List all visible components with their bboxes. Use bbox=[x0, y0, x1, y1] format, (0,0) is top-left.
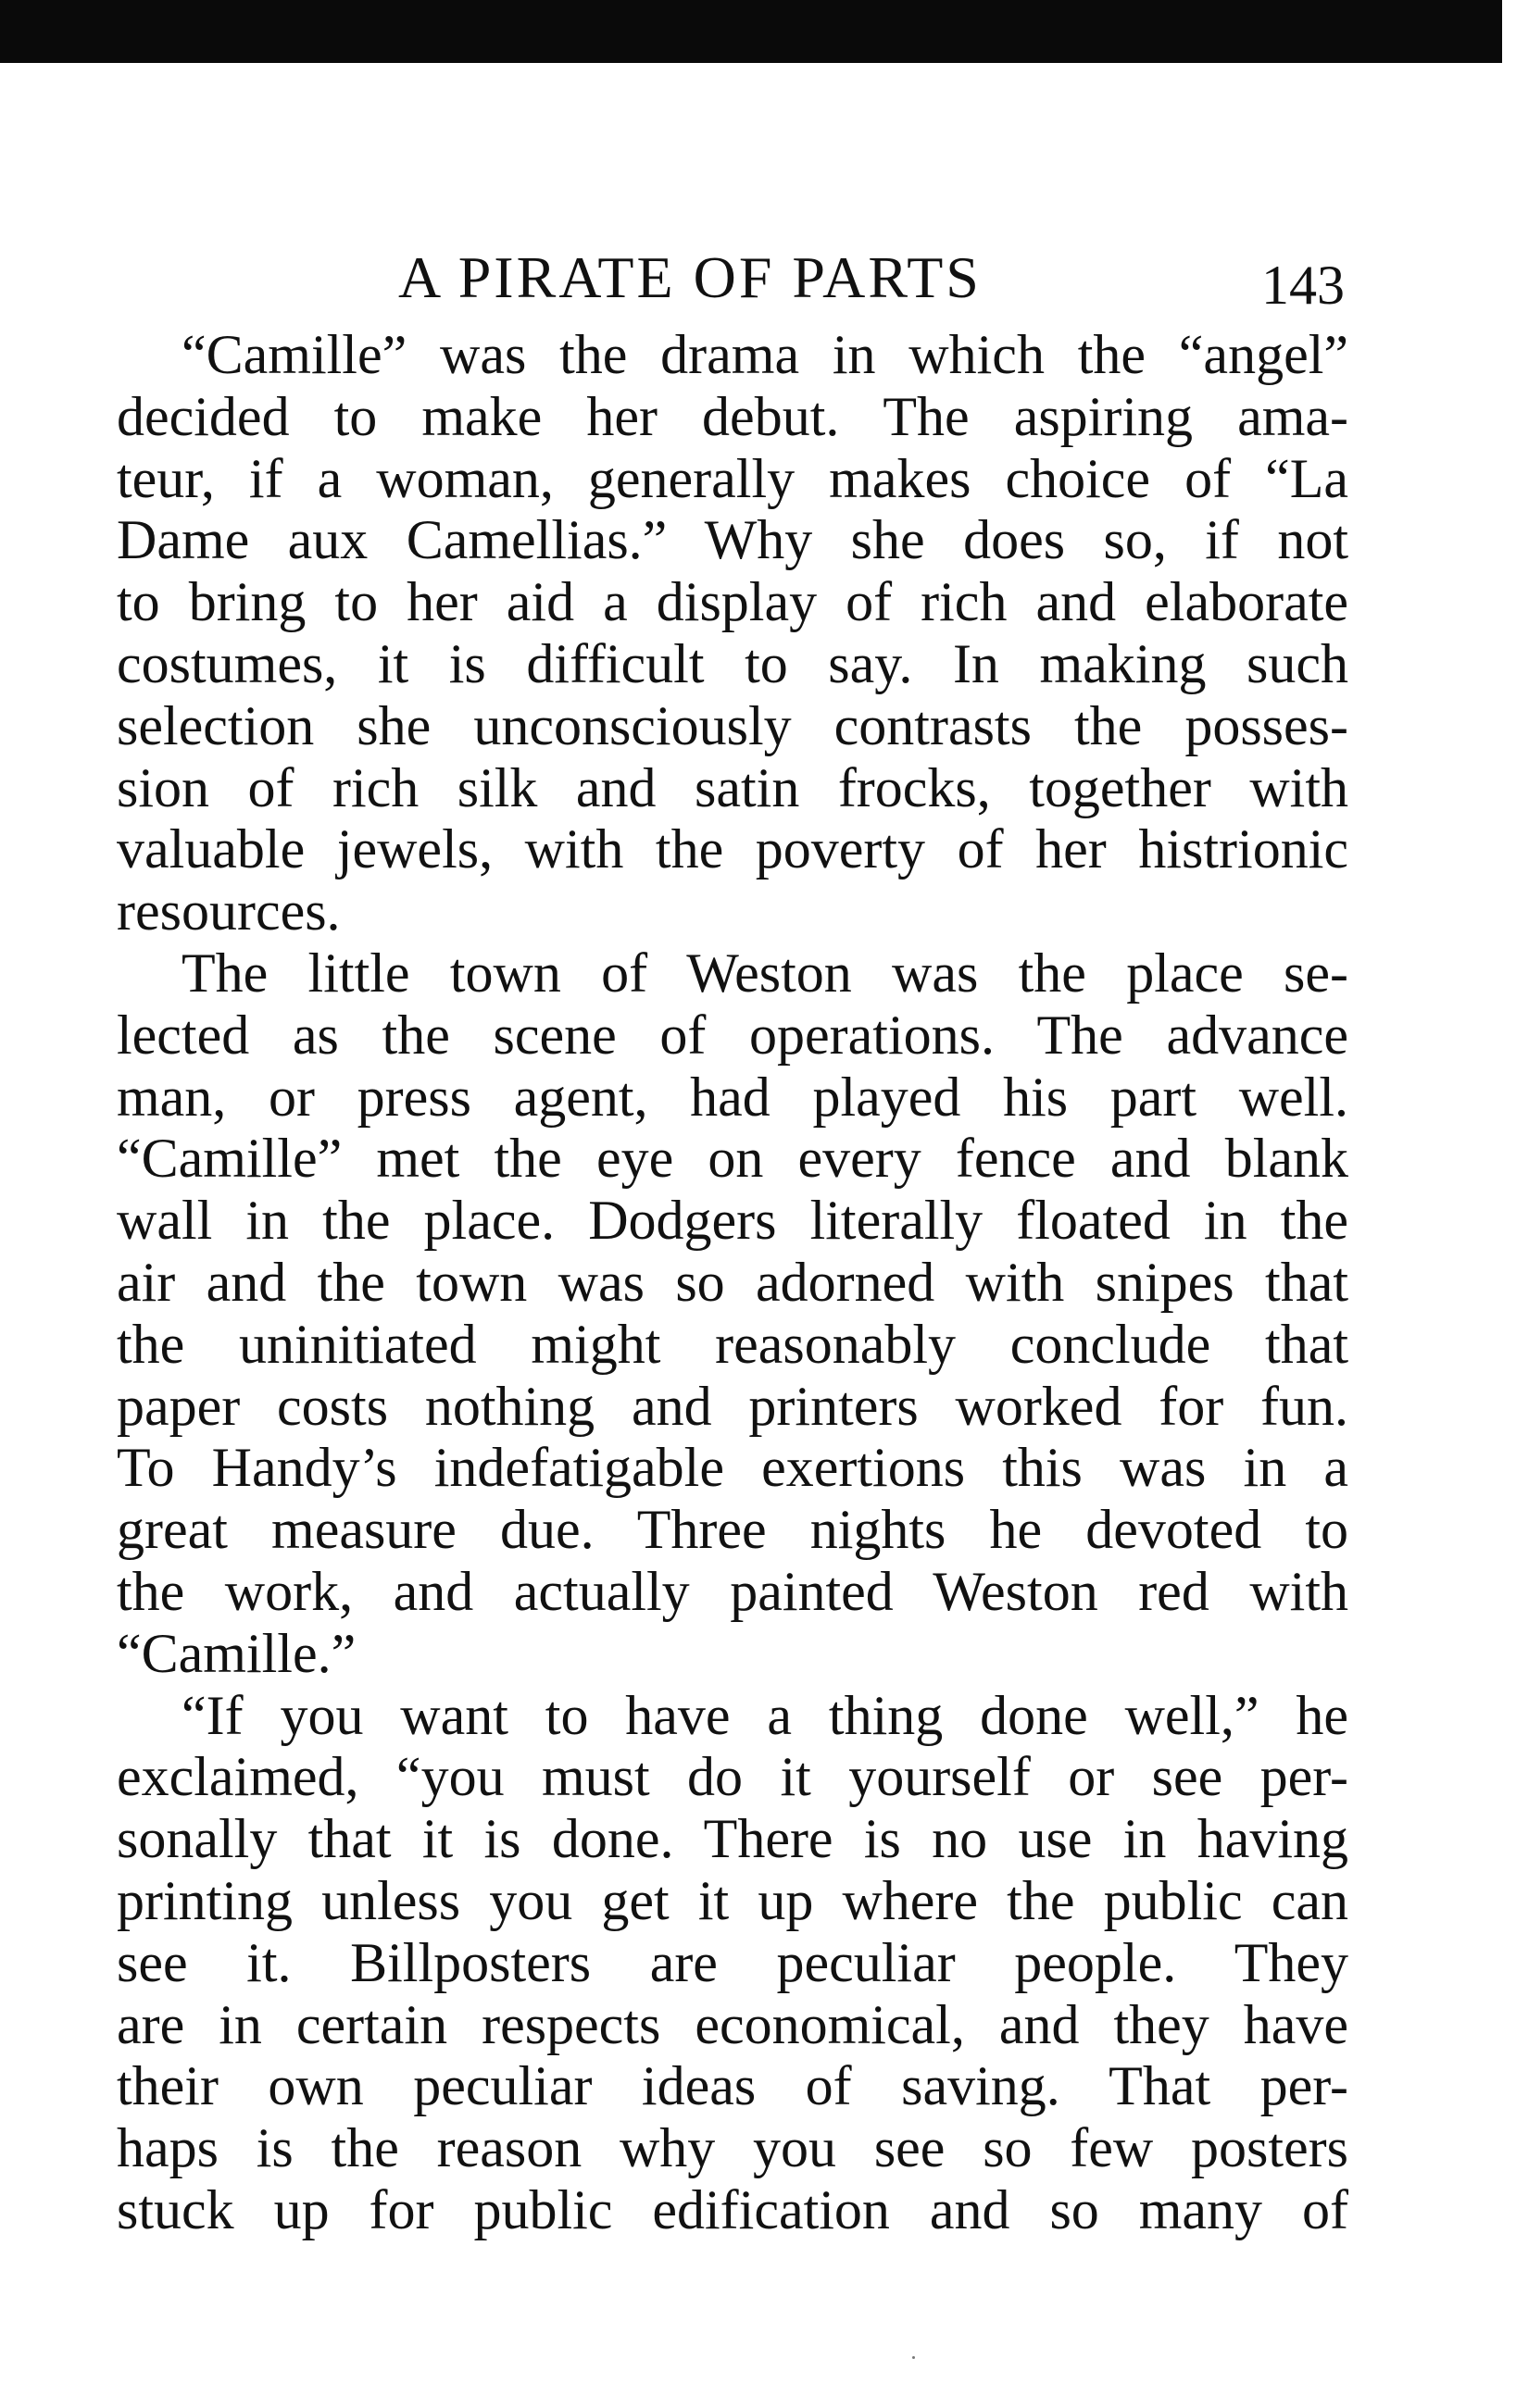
text-line: Dame aux Camellias.” Why she does so, if not bbox=[117, 509, 1348, 571]
text-line: their own peculiar ideas of saving. That per- bbox=[117, 2055, 1348, 2117]
text-line: paper costs nothing and printers worked for fun. bbox=[117, 1375, 1348, 1437]
text-line: great measure due. Three nights he devoted to bbox=[117, 1499, 1348, 1561]
text-line: wall in the place. Dodgers literally floated in the bbox=[117, 1190, 1348, 1252]
text-line: costumes, it is difficult to say. In making such bbox=[117, 632, 1348, 694]
text-line: resources. bbox=[117, 880, 341, 942]
text-line: stuck up for public edification and so many of bbox=[117, 2178, 1348, 2240]
running-head bbox=[0, 236, 1516, 319]
running-title: A PIRATE OF PARTS bbox=[398, 244, 982, 310]
page-number: 143 bbox=[1261, 255, 1345, 316]
text-line: “Camille.” bbox=[117, 1622, 357, 1684]
text-line: The little town of Weston was the place se- bbox=[182, 942, 1348, 1004]
text-line: decided to make her debut. The aspiring ama- bbox=[117, 385, 1348, 447]
text-line: the uninitiated might reasonably conclude that bbox=[117, 1313, 1348, 1375]
text-line: teur, if a woman, generally makes choice of “La bbox=[117, 447, 1348, 509]
text-line: “Camille” met the eye on every fence and blank bbox=[117, 1128, 1348, 1190]
text-line: valuable jewels, with the poverty of her histrionic bbox=[117, 818, 1348, 880]
text-line: printing unless you get it up where the public can bbox=[117, 1869, 1348, 1931]
text-line: see it. Billposters are peculiar people. They bbox=[117, 1931, 1348, 1993]
text-line: “If you want to have a thing done well,” he bbox=[182, 1684, 1348, 1746]
text-line: sonally that it is done. There is no use in having bbox=[117, 1808, 1348, 1870]
text-line: selection she unconsciously contrasts the posses- bbox=[117, 694, 1348, 756]
text-line: man, or press agent, had played his part well. bbox=[117, 1066, 1348, 1128]
text-line: the work, and actually painted Weston red with bbox=[117, 1560, 1348, 1622]
text-line: exclaimed, “you must do it yourself or see per- bbox=[117, 1746, 1348, 1808]
text-line: air and the town was so adorned with snipes that bbox=[117, 1251, 1348, 1313]
text-line: To Handy’s indefatigable exertions this was in a bbox=[117, 1437, 1348, 1499]
text-line: “Camille” was the drama in which the “angel” bbox=[182, 324, 1348, 385]
scan-edge-bar bbox=[0, 0, 1502, 63]
text-line: haps is the reason why you see so few posters bbox=[117, 2117, 1348, 2179]
text-line: to bring to her aid a display of rich and elaborate bbox=[117, 571, 1348, 633]
print-speck bbox=[912, 2356, 915, 2359]
text-line: are in certain respects economical, and they have bbox=[117, 1993, 1348, 2055]
body-text bbox=[117, 324, 1348, 2241]
text-line: lected as the scene of operations. The advance bbox=[117, 1004, 1348, 1066]
text-line: sion of rich silk and satin frocks, together with bbox=[117, 756, 1348, 818]
